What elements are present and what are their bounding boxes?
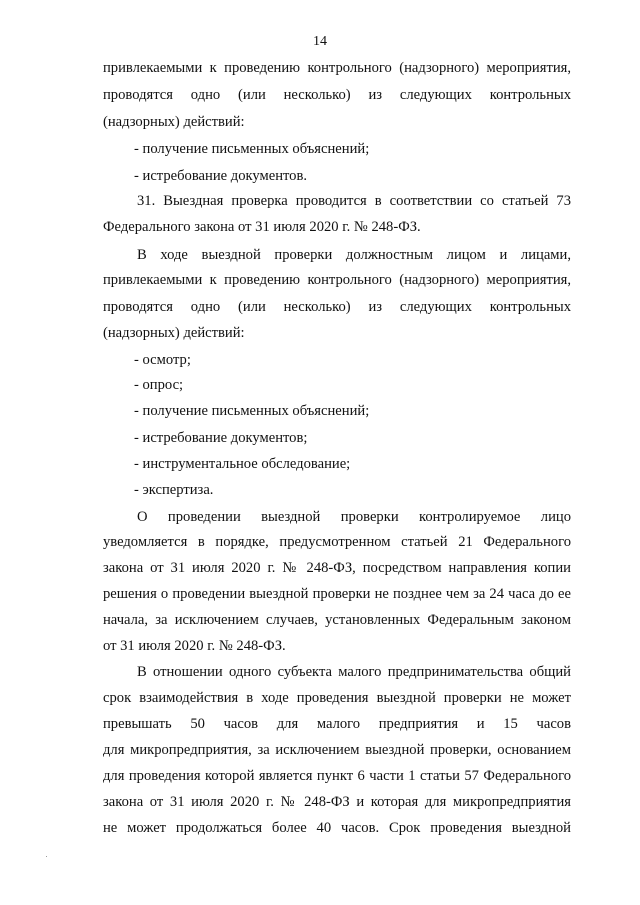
text-line: Федерального закона от 31 июля 2020 г. № 248-ФЗ. [103, 219, 421, 235]
paragraph-first-line: В ходе выездной проверки должностным лицом и лицами, [137, 247, 571, 263]
text-line: начала, за исключением случаев, установленных Федеральным законом [103, 612, 571, 628]
text-line: не может продолжаться более 40 часов. Срок проведения выездной [103, 820, 571, 836]
list-item: - опрос; [134, 377, 184, 393]
list-item: - истребование документов. [134, 168, 308, 184]
list-item: - инструментальное обследование; [134, 456, 351, 472]
list-item: - осмотр; [134, 352, 191, 368]
text-line: проводятся одно (или несколько) из следующих контрольных [103, 299, 571, 315]
list-item: - получение письменных объяснений; [134, 403, 370, 419]
text-line: превышать 50 часов для малого предприятия и 15 часов [103, 716, 571, 732]
page-number: 14 [313, 34, 327, 49]
list-item: - истребование документов; [134, 430, 308, 446]
text-line: (надзорных) действий: [103, 325, 245, 341]
text-line: привлекаемыми к проведению контрольного (надзорного) мероприятия, [103, 60, 571, 76]
text-line: закона от 31 июля 2020 г. № 248-ФЗ и которая для микропредприятия [103, 794, 571, 810]
text-line: (надзорных) действий: [103, 114, 245, 130]
text-line: для микропредприятия, за исключением выездной проверки, основанием [103, 742, 571, 758]
text-line: привлекаемыми к проведению контрольного (надзорного) мероприятия, [103, 272, 571, 288]
scan-speck [46, 856, 47, 857]
text-line: от 31 июля 2020 г. № 248-ФЗ. [103, 638, 286, 654]
text-line: решения о проведении выездной проверки не позднее чем за 24 часа до ее [103, 586, 571, 602]
paragraph-first-line: О проведении выездной проверки контролируемое лицо [137, 509, 571, 525]
paragraph-first-line: 31. Выездная проверка проводится в соответствии со статьей 73 [137, 193, 571, 209]
list-item: - получение письменных объяснений; [134, 141, 370, 157]
text-line: уведомляется в порядке, предусмотренном статьей 21 Федерального [103, 534, 571, 550]
text-line: для проведения которой является пункт 6 части 1 статьи 57 Федерального [103, 768, 571, 784]
text-line: закона от 31 июля 2020 г. № 248-ФЗ, посредством направления копии [103, 560, 571, 576]
text-line: проводятся одно (или несколько) из следующих контрольных [103, 87, 571, 103]
text-line: срок взаимодействия в ходе проведения выездной проверки не может [103, 690, 571, 706]
paragraph-first-line: В отношении одного субъекта малого предпринимательства общий [137, 664, 571, 680]
list-item: - экспертиза. [134, 482, 214, 498]
